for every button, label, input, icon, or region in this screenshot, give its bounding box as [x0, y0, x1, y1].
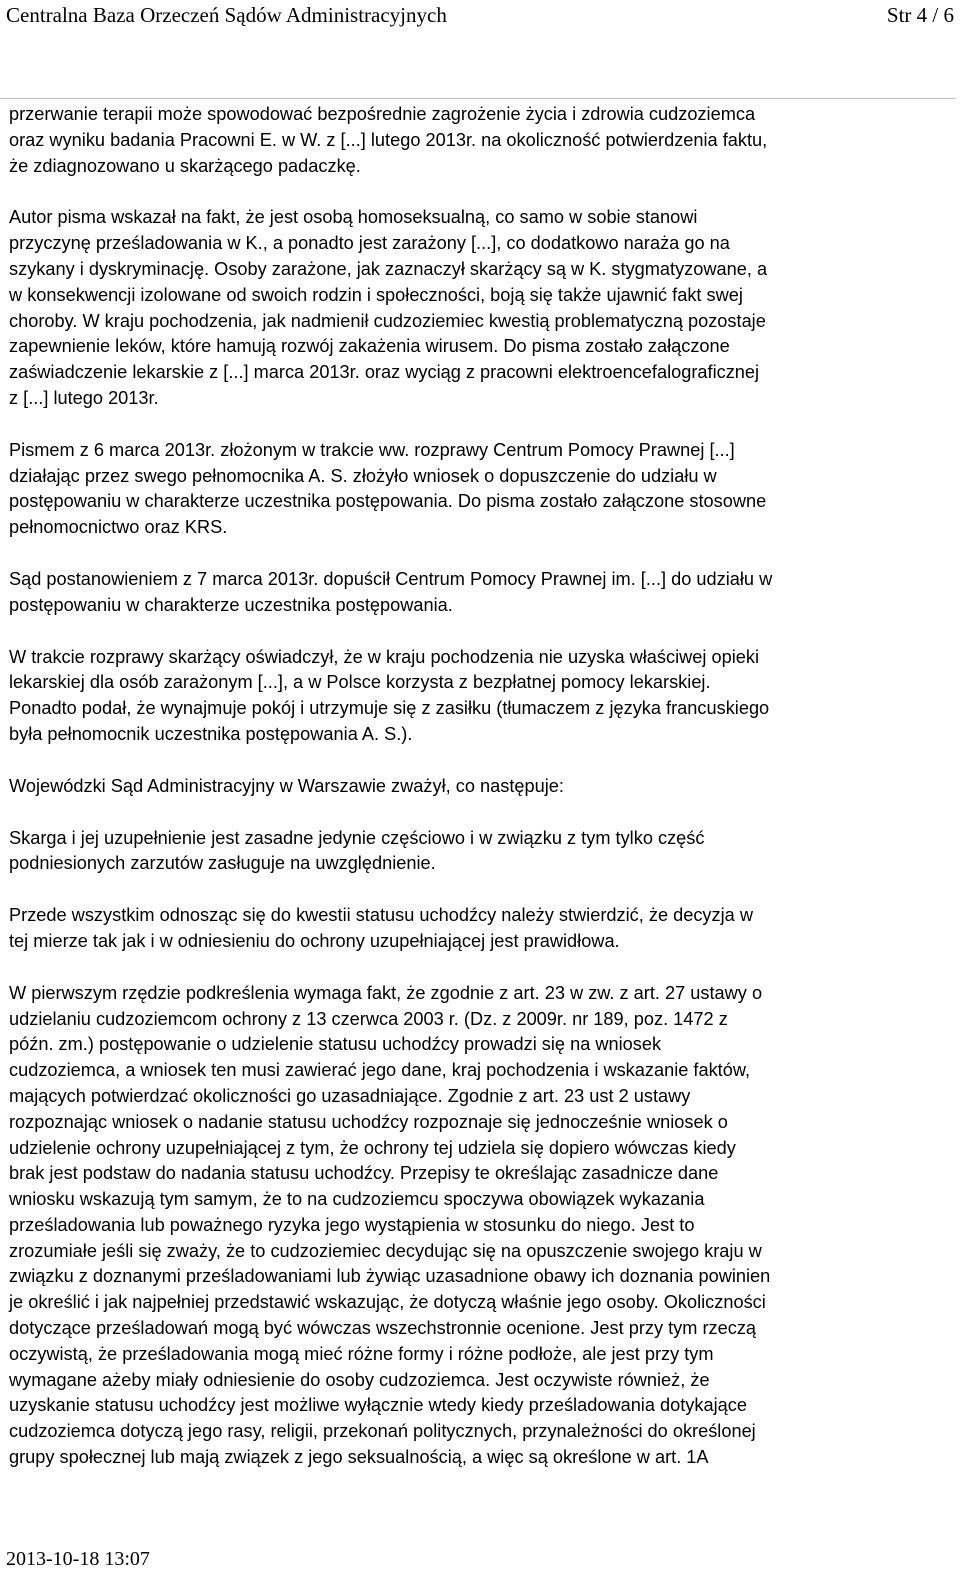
- header-divider: [0, 98, 956, 99]
- footer-timestamp: 2013-10-18 13:07: [6, 1548, 150, 1570]
- paragraph-5: W trakcie rozprawy skarżący oświadczył, że w kraju pochodzenia nie uzyska właściwej opieki lekarskiej dla osób zarażonym [...], a w Polsce korzysta z bezpłatnej pomocy lekarskiej. Ponadto podał, że wynajmuje pokój i utrzymuje się z zasiłku (tłumaczem z języka francuskiego była pełnomocnik uczestnika postępowania A. S.).: [9, 646, 770, 744]
- paragraph-3: Pismem z 6 marca 2013r. złożonym w trakcie ww. rozprawy Centrum Pomocy Prawnej [...] działając przez swego pełnomocnika A. S. złożyło wniosek o dopuszczenie do udziału w postępowaniu w charakterze uczestnika postępowania. Do pisma zostało załączone stosowne pełnomocnictwo oraz KRS.: [9, 439, 767, 538]
- site-title: Centralna Baza Orzeczeń Sądów Administracyjnych: [6, 3, 447, 27]
- paragraph-1: przerwanie terapii może spowodować bezpośrednie zagrożenie życia i zdrowia cudzoziemca oraz wyniku badania Pracowni E. w W. z [...] lutego 2013r. na okoliczność potwierdzenia faktu, że zdiagnozowano u skarżącego padaczkę.: [9, 104, 768, 176]
- page-header: [0, 0, 960, 30]
- paragraph-9: W pierwszym rzędzie podkreślenia wymaga fakt, że zgodnie z art. 23 w zw. z art. 27 ustawy o udzielaniu cudzoziemcom ochrony z 13 czerwca 2003 r. (Dz. z 2009r. nr 189, poz. 1472 z późn. zm.) postępowanie o udzielenie statusu uchodźcy prowadzi się na wniosek cudzoziemca, a wniosek ten musi zawierać jego dane, kraj pochodzenia i wskazanie faktów, mających potwierdzać okoliczności go uzasadniające. Zgodnie z art. 23 ust 2 ustawy rozpoznając wniosek o nadanie statusu uchodźcy rozpoznaje się jednocześnie wniosek o udzielenie ochrony uzupełniającej z tym, że ochrony tej udziela się dopiero wówczas kiedy brak jest podstaw do nadania statusu uchodźcy. Przepisy te określając zasadnicze dane wniosku wskazują tym samym, że to na cudzoziemcu spoczywa obowiązek wykazania prześladowania lub poważnego ryzyka jego wystąpienia w stosunku do niego. Jest to zrozumiałe jeśli się zważy, że to cudzoziemiec decydując się na opuszczenie swojego kraju w związku z doznanymi prześladowaniami lub żywiąc uzasadnione obawy ich doznania powinien je określić i jak najpełniej przedstawić wskazując, że dotyczą właśnie jego osoby. Okoliczności dotyczące prześladowań mogą być wówczas wszechstronnie ocenione. Jest przy tym rzeczą oczywistą, że prześladowania mogą mieć różne formy i różne podłoże, ale jest przy tym wymagane ażeby miały odniesienie do osoby cudzoziemca. Jest oczywiste również, że uzyskanie statusu uchodźcy jest możliwe wyłącznie wtedy kiedy prześladowania dotykające cudzoziemca dotyczą jego rasy, religii, przekonań politycznych, przynależności do określonej grupy społecznej lub mają związek z jego seksualnością, a więc są określone w art. 1A: [9, 982, 771, 1468]
- paragraph-2: Autor pisma wskazał na fakt, że jest osobą homoseksualną, co samo w sobie stanowi przyczynę prześladowania w K., a ponadto jest zarażony [...], co dodatkowo naraża go na szykany i dyskryminację. Osoby zarażone, jak zaznaczył skarżący są w K. stygmatyzowane, a w konsekwencji izolowane od swoich rodzin i społeczności, boją się także ujawnić fakt swej choroby. W kraju pochodzenia, jak nadmienił cudzoziemiec kwestią problematyczną pozostaje zapewnienie leków, które hamują rozwój zakażenia wirusem. Do pisma zostało załączone zaświadczenie lekarskie z [...] marca 2013r. oraz wyciąg z pracowni elektroencefalograficznej z [...] lutego 2013r.: [9, 207, 768, 408]
- page-number: Str 4 / 6: [886, 3, 954, 27]
- paragraph-8: Przede wszystkim odnosząc się do kwestii statusu uchodźcy należy stwierdzić, że decyzja w tej mierze tak jak i w odniesieniu do ochrony uzupełniającej jest prawidłowa.: [9, 905, 753, 951]
- paragraph-4: Sąd postanowieniem z 7 marca 2013r. dopuścił Centrum Pomocy Prawnej im. [...] do udziału w postępowaniu w charakterze uczestnika postępowania.: [9, 568, 773, 615]
- paragraph-7: Skarga i jej uzupełnienie jest zasadne jedynie częściowo i w związku z tym tylko część podniesionych zarzutów zasługuje na uwzględnienie.: [9, 827, 705, 874]
- document-body: [9, 102, 953, 1471]
- paragraph-6: Wojewódzki Sąd Administracyjny w Warszawie zważył, co następuje:: [9, 775, 564, 796]
